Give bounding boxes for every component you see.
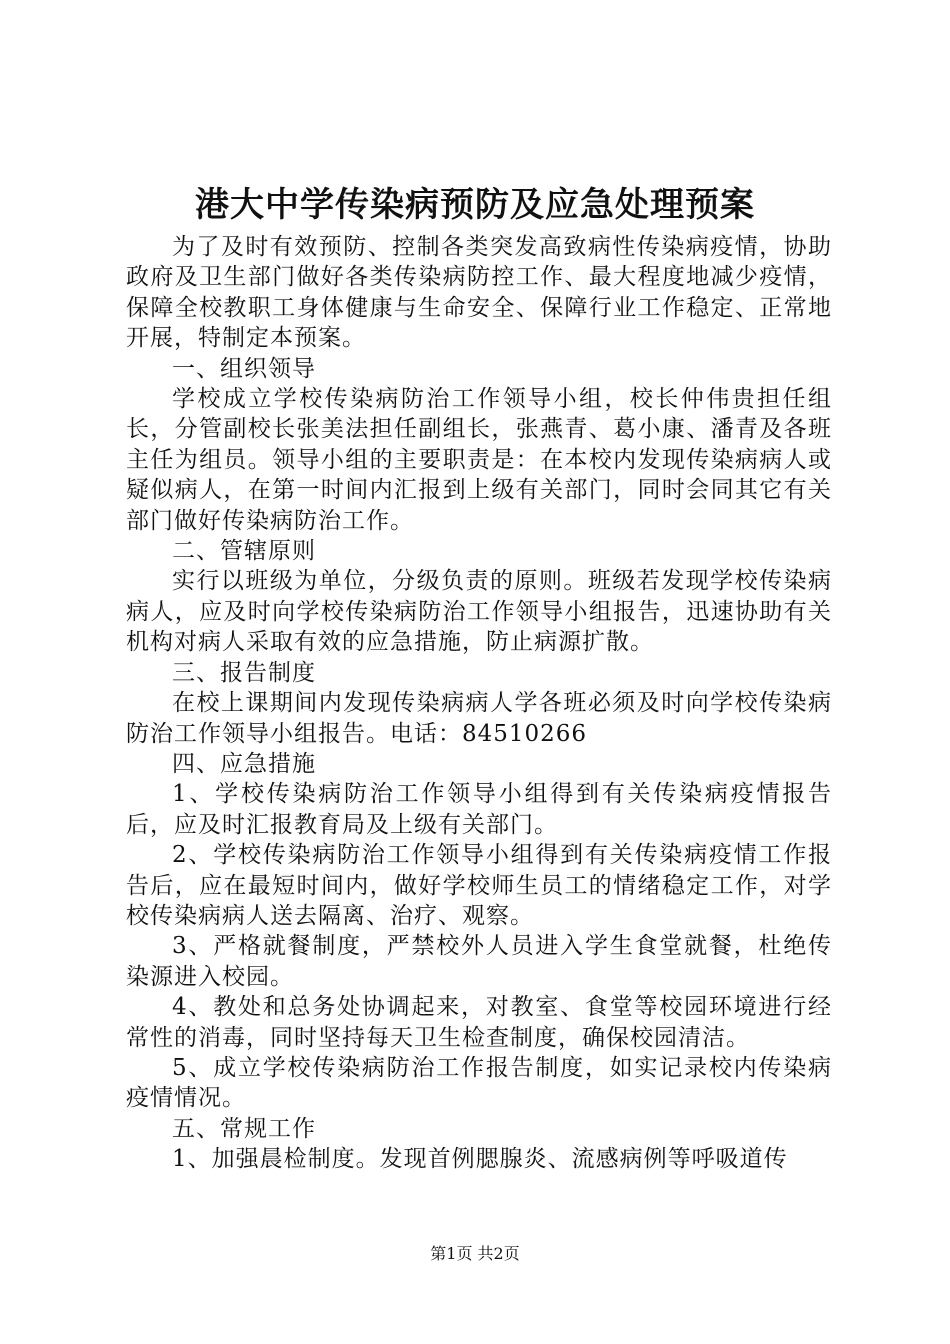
intro-paragraph: 为了及时有效预防、控制各类突发高致病性传染病疫情，协助政府及卫生部门做好各类传染病防控工作、最大程度地减少疫情，保障全校教职工身体健康与生命安全、保障行业工作稳定、正常地开展，特制定本预案。 [126,234,832,352]
section-heading-emergency-measures: 四、应急措施 [172,750,316,777]
section-paragraph: 在校上课期间内发现传染病病人学各班必须及时向学校传染病防治工作领导小组报告。电话：84510266 [126,690,832,747]
section-paragraph: 1、学校传染病防治工作领导小组得到有关传染病疫情报告后，应及时汇报教育局及上级有关部门。 [126,781,832,838]
section-paragraph: 5、成立学校传染病防治工作报告制度，如实记录校内传染病疫情情况。 [126,1054,832,1112]
section-heading-routine-work: 五、常规工作 [172,1115,316,1142]
section-paragraph: 3、严格就餐制度，严禁校外人员进入学生食堂就餐，杜绝传染源进入校园。 [126,933,832,990]
document-title: 港大中学传染病预防及应急处理预案 [195,185,755,225]
document-body [126,232,832,1175]
section-paragraph: 学校成立学校传染病防治工作领导小组，校长仲伟贵担任组长，分管副校长张美法担任副组长，张燕青、葛小康、潘青及各班主任为组员。领导小组的主要职责是：在本校内发现传染病病人或疑似病人，在第一时间内汇报到上级有关部门，同时会同其它有关部门做好传染病防治工作。 [126,386,832,534]
section-paragraph: 1、加强晨检制度。发现首例腮腺炎、流感病例等呼吸道传 [172,1146,788,1173]
section-paragraph: 实行以班级为单位，分级负责的原则。班级若发现学校传染病病人，应及时向学校传染病防治工作领导小组报告，迅速协助有关机构对病人采取有效的应急措施，防止病源扩散。 [126,568,832,656]
section-heading-reporting: 三、报告制度 [172,659,316,686]
page-number-footer: 第1页 共2页 [430,1244,520,1263]
section-heading-organization: 一、组织领导 [172,355,316,382]
section-heading-jurisdiction: 二、管辖原则 [172,538,316,565]
section-paragraph: 4、教处和总务处协调起来，对教室、食堂等校园环境进行经常性的消毒，同时坚持每天卫生检查制度，确保校园清洁。 [126,994,832,1051]
section-paragraph: 2、学校传染病防治工作领导小组得到有关传染病疫情工作报告后，应在最短时间内，做好学校师生员工的情绪稳定工作，对学校传染病病人送去隔离、治疗、观察。 [126,842,832,929]
